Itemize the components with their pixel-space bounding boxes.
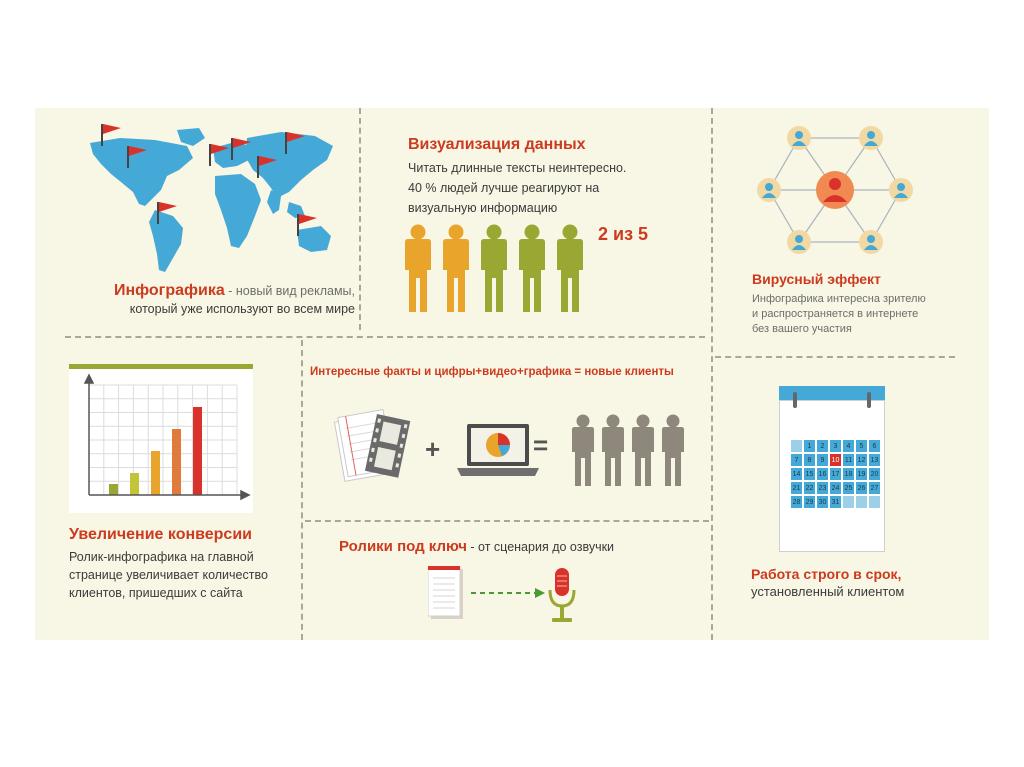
turnkey-subtitle: - от сценария до озвучки [466, 540, 615, 554]
infographic-text: который уже используют во всем мире [129, 302, 355, 316]
calendar-day: 8 [804, 454, 815, 466]
turnkey-title: Ролики под ключ [339, 538, 467, 555]
text-line: Ролик-инфографика на главной [69, 550, 254, 564]
text-line: Инфографика интересна зрителю [752, 293, 926, 305]
calendar-day: 11 [843, 454, 854, 466]
calendar-day: 27 [869, 482, 880, 494]
chart-bar [151, 451, 160, 495]
network-icon [745, 120, 935, 260]
calendar-day: 1 [804, 440, 815, 452]
calendar-day: 23 [817, 482, 828, 494]
calendar-day: 13 [869, 454, 880, 466]
text-line: странице увеличивает количество [69, 568, 268, 582]
calendar-day: 21 [791, 482, 802, 494]
calendar-day: 2 [817, 440, 828, 452]
person-icon [481, 225, 507, 313]
calendar-day: 29 [804, 496, 815, 508]
script-document-icon [428, 566, 464, 620]
conversion-title: Увеличение конверсии [69, 526, 252, 543]
person-icon [632, 415, 654, 487]
microphone-icon [546, 566, 578, 626]
person-icon [405, 225, 431, 313]
calendar-day: 26 [856, 482, 867, 494]
calendar-day: 7 [791, 454, 802, 466]
calendar-day: 28 [791, 496, 802, 508]
person-icon [557, 225, 583, 313]
divider [65, 336, 705, 338]
calendar-day [869, 496, 880, 508]
arrow-connector [471, 586, 547, 600]
chart-bar [172, 429, 181, 495]
divider [305, 520, 709, 522]
pie-chart-icon [486, 433, 510, 457]
viral-title: Вирусный эффект [752, 271, 881, 287]
documents-icon [331, 406, 421, 488]
deadline-caption [751, 566, 904, 600]
infographic-caption [65, 282, 355, 318]
chart-bar [193, 407, 202, 495]
conversion-text [69, 548, 268, 602]
text-line: визуальную информацию [408, 201, 558, 215]
ratio-label: 2 из 5 [598, 224, 649, 244]
calendar-day [791, 440, 802, 452]
people-row [401, 224, 597, 314]
calendar-day: 20 [869, 468, 880, 480]
person-icon [519, 225, 545, 313]
person-icon [572, 415, 594, 487]
calendar-day: 3 [830, 440, 841, 452]
calendar-day: 5 [856, 440, 867, 452]
calendar-day [843, 496, 854, 508]
formula-title: Интересные факты и цифры+видео+графика = новые клиенты [310, 366, 674, 378]
infographic-slide [35, 108, 989, 640]
plus-sign: + [425, 434, 441, 464]
bar-chart-icon [69, 364, 253, 513]
deadline-title: Работа строго в срок, [751, 566, 902, 582]
calendar-day: 31 [830, 496, 841, 508]
text-line: клиентов, пришедших с сайта [69, 586, 243, 600]
calendar-day: 4 [843, 440, 854, 452]
text-line: 40 % людей лучше реагируют на [408, 181, 600, 195]
calendar-day [856, 496, 867, 508]
infographic-text: - новый вид рекламы, [224, 284, 355, 298]
equals-sign: = [533, 430, 549, 460]
world-map-icon [75, 118, 337, 278]
visualization-text [408, 158, 626, 218]
chart-bar [130, 473, 139, 495]
calendar-day: 6 [869, 440, 880, 452]
calendar-day: 10 [830, 454, 841, 466]
calendar-day: 15 [804, 468, 815, 480]
calendar-day: 30 [817, 496, 828, 508]
viral-text [752, 292, 926, 337]
deadline-subtitle: установленный клиентом [751, 584, 905, 599]
calendar-day: 9 [817, 454, 828, 466]
calendar-day: 16 [817, 468, 828, 480]
calendar-icon [779, 386, 885, 552]
calendar-day: 18 [843, 468, 854, 480]
person-icon [443, 225, 469, 313]
calendar-day: 25 [843, 482, 854, 494]
calendar-day: 17 [830, 468, 841, 480]
divider [715, 356, 955, 358]
turnkey-caption [339, 538, 614, 555]
calendar-grid [789, 438, 882, 510]
bar-chart [69, 369, 253, 513]
divider [301, 340, 303, 640]
chart-bar [109, 484, 118, 495]
person-icon [602, 415, 624, 487]
person-icon [662, 415, 684, 487]
clients-row [569, 414, 699, 488]
laptop-icon [455, 420, 541, 482]
calendar-day: 14 [791, 468, 802, 480]
divider [359, 108, 361, 330]
text-line: и распространяется в интернете [752, 308, 919, 320]
text-line: без вашего участия [752, 323, 852, 335]
calendar-day: 22 [804, 482, 815, 494]
visualization-title: Визуализация данных [408, 136, 586, 153]
infographic-title: Инфографика [113, 282, 225, 299]
divider [711, 108, 713, 640]
text-line: Читать длинные тексты неинтересно. [408, 161, 627, 175]
calendar-day: 19 [856, 468, 867, 480]
calendar-day: 24 [830, 482, 841, 494]
calendar-day: 12 [856, 454, 867, 466]
